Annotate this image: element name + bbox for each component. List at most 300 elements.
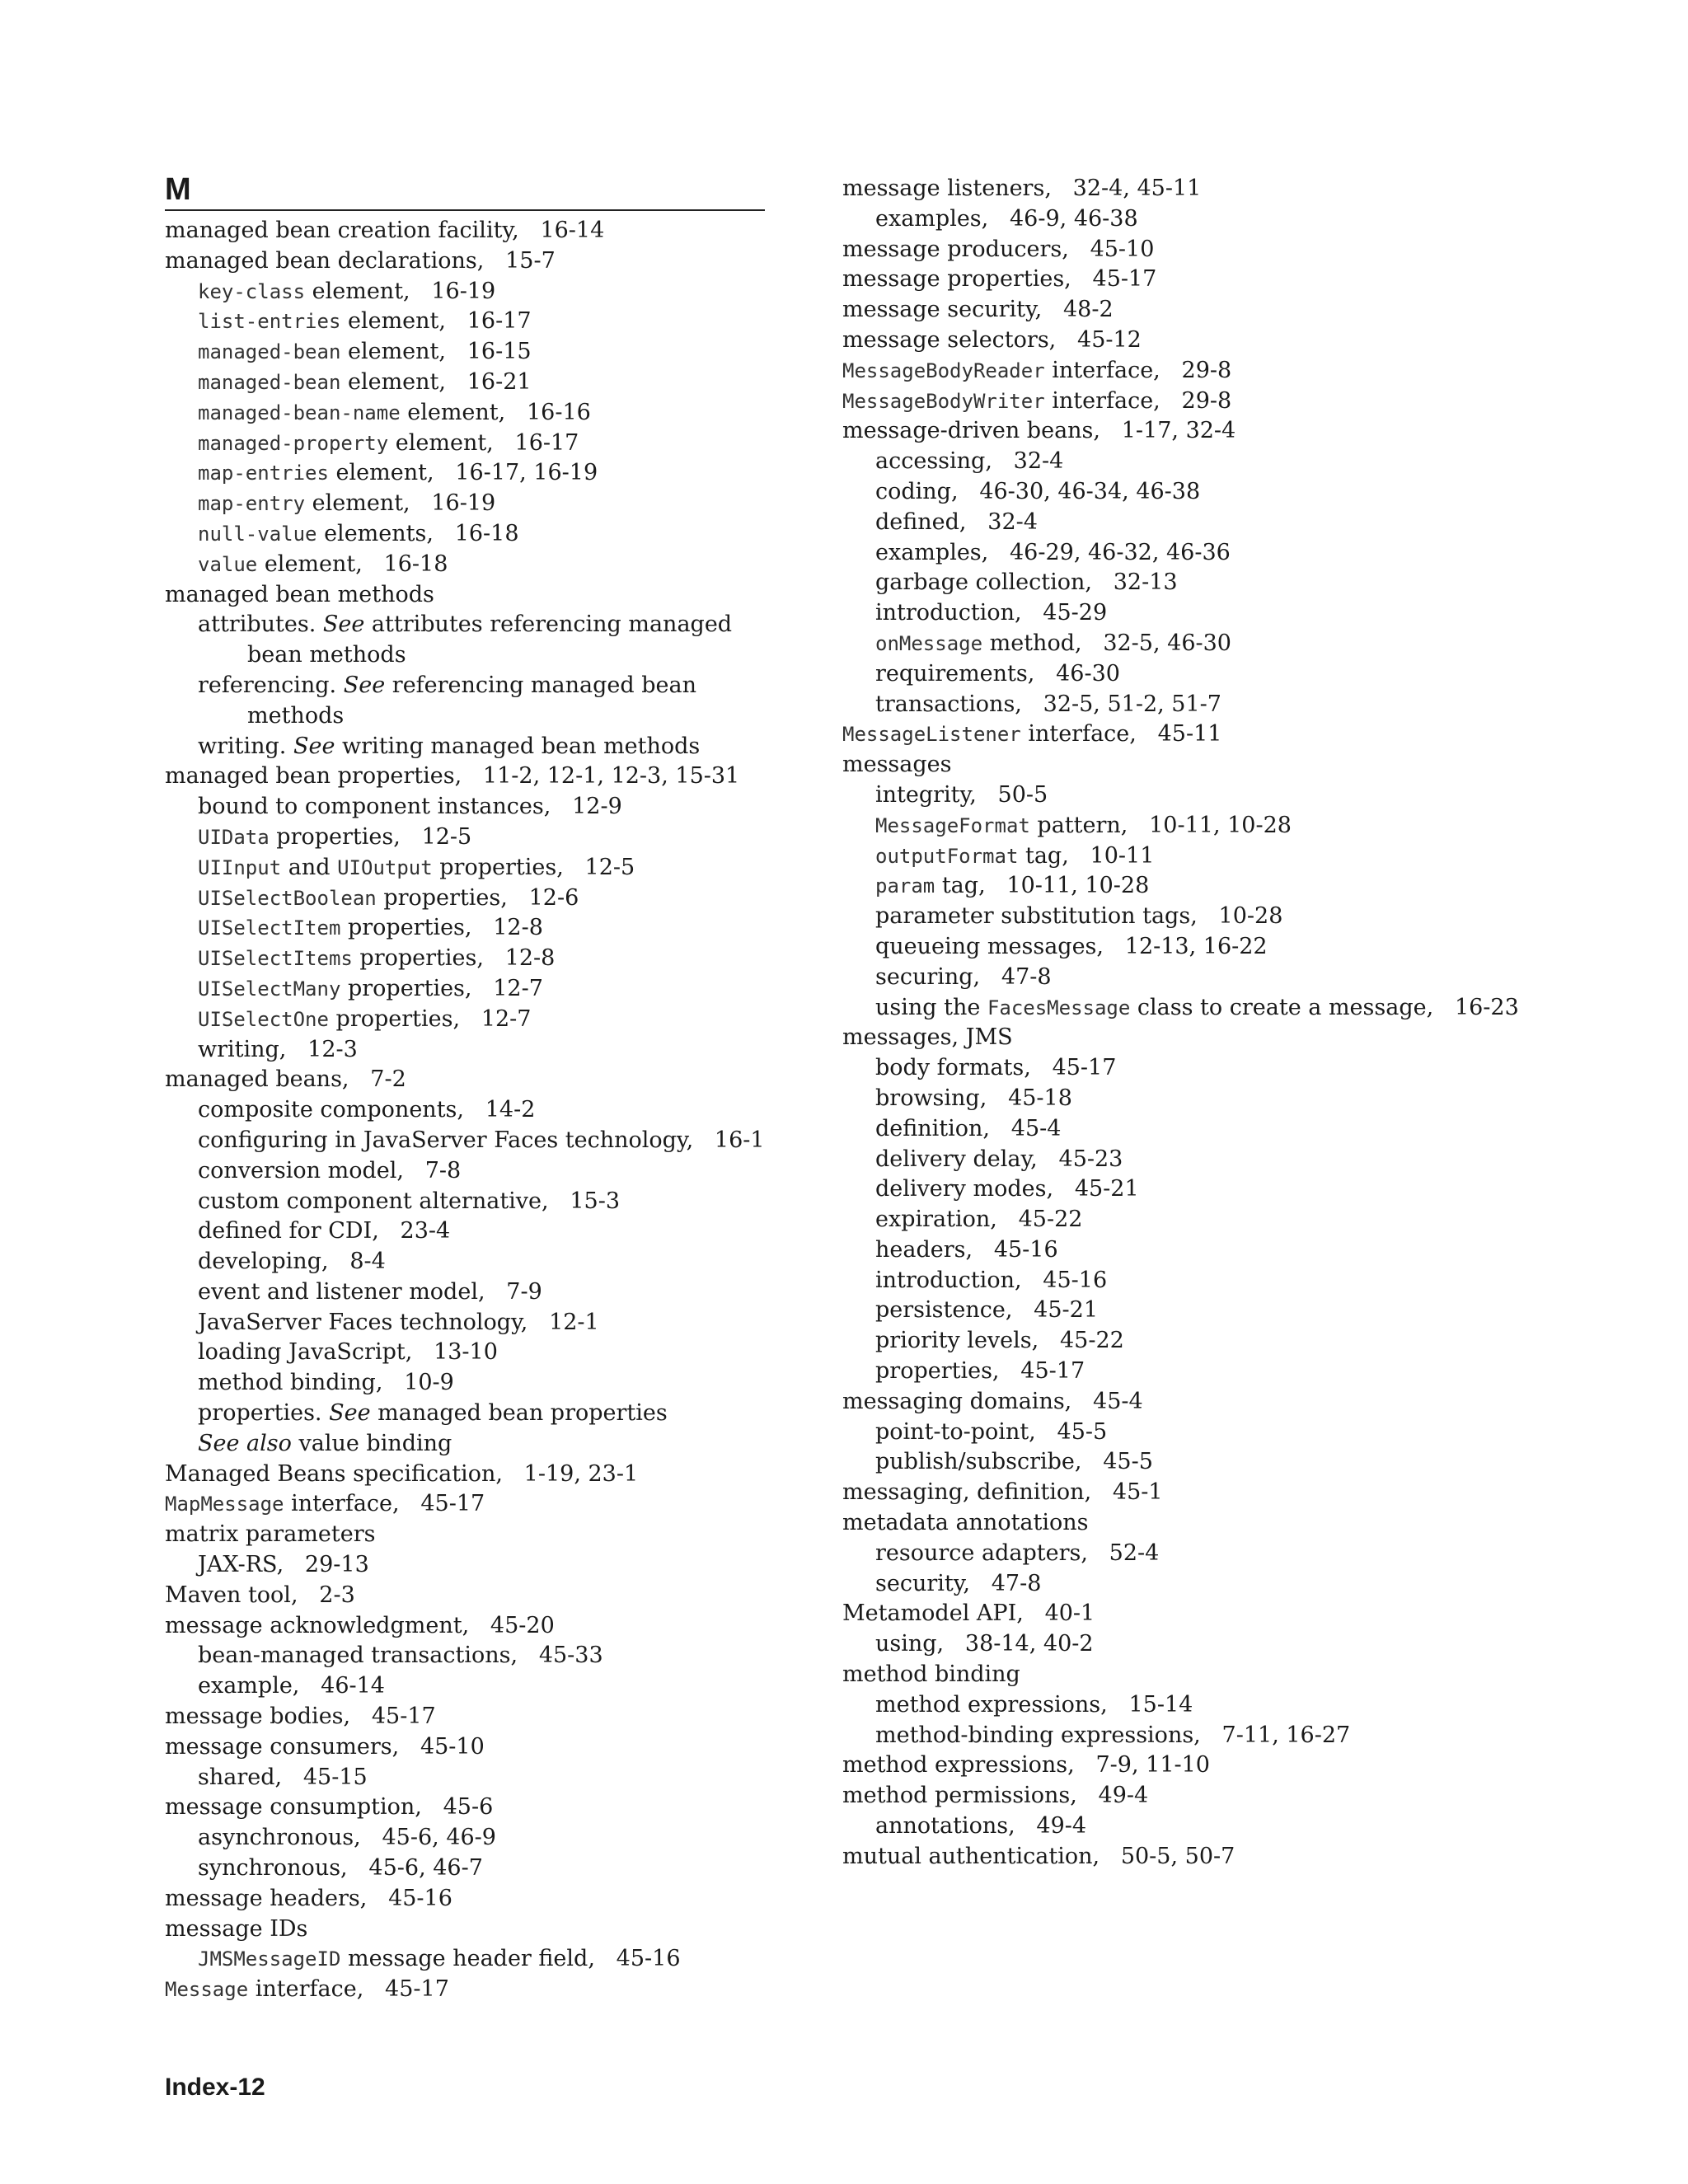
entry-page-refs: 45-22 xyxy=(1018,1207,1083,1233)
entry-page-refs: 45-6 xyxy=(443,1794,494,1821)
entry-term: definition, xyxy=(875,1115,991,1141)
entry-page-refs: 7-9 xyxy=(506,1278,542,1305)
index-entry xyxy=(165,913,767,944)
entry-spacer xyxy=(1056,327,1077,353)
entry-term: element, xyxy=(340,339,446,365)
entry-term: class to create a message, xyxy=(1130,994,1434,1020)
index-entry xyxy=(842,1357,1584,1387)
entry-spacer xyxy=(350,1704,372,1729)
index-entry xyxy=(842,1266,1584,1296)
entry-spacer xyxy=(446,369,467,395)
entry-term: properties, xyxy=(352,945,484,972)
index-entry xyxy=(842,1084,1584,1114)
index-entry xyxy=(165,277,767,307)
index-entry xyxy=(842,659,1584,690)
entry-page-refs: 50-5, 50-7 xyxy=(1120,1843,1236,1869)
index-entry xyxy=(842,1781,1584,1811)
entry-spacer xyxy=(1034,661,1056,687)
index-entry xyxy=(842,1114,1584,1145)
entry-page-refs: 45-22 xyxy=(1059,1328,1124,1354)
index-entry xyxy=(842,356,1584,387)
entry-page-refs: 10-11 xyxy=(1090,842,1155,869)
entry-term: defined for CDI, xyxy=(198,1218,379,1244)
entry-page-refs: 10-9 xyxy=(404,1370,454,1396)
index-entry xyxy=(165,671,767,732)
entry-term: browsing, xyxy=(875,1085,987,1111)
entry-term: matrix parameters xyxy=(165,1521,376,1548)
entry-term: using, xyxy=(875,1631,945,1657)
entry-term: event and listener model, xyxy=(198,1278,485,1305)
entry-term: introduction, xyxy=(875,1267,1022,1293)
entry-page-refs: 45-17 xyxy=(1020,1358,1085,1385)
entry-code-term: UIData xyxy=(198,825,270,849)
entry-term: method expressions, xyxy=(875,1691,1108,1718)
entry-spacer xyxy=(404,1158,425,1183)
entry-term: messaging domains, xyxy=(842,1388,1072,1414)
entry-page-refs: 45-6, 46-9 xyxy=(382,1825,496,1851)
entry-term: and xyxy=(281,854,338,880)
entry-page-refs: 32-5, 46-30 xyxy=(1103,630,1231,656)
index-entry xyxy=(165,944,767,974)
entry-page-refs: 16-17, 16-19 xyxy=(455,460,598,486)
index-entry xyxy=(165,1671,767,1702)
entry-spacer xyxy=(1433,995,1455,1020)
index-entry xyxy=(165,1399,767,1429)
entry-spacer xyxy=(464,1097,485,1122)
entry-spacer xyxy=(1022,1268,1043,1293)
entry-spacer xyxy=(379,1218,401,1244)
entry-page-refs: 32-13 xyxy=(1113,569,1178,596)
entry-term: writing. xyxy=(198,733,293,759)
entry-code-term: list-entries xyxy=(198,310,341,334)
entry-spacer xyxy=(472,915,494,940)
entry-term: loading JavaScript, xyxy=(198,1339,413,1366)
entry-spacer xyxy=(986,873,1007,898)
entry-page-refs: 45-21 xyxy=(1034,1297,1099,1324)
entry-page-refs: 15-3 xyxy=(570,1188,621,1214)
index-entry xyxy=(842,719,1584,750)
index-entry xyxy=(842,1326,1584,1357)
entry-spacer xyxy=(549,1188,570,1214)
entry-code-term: key-class xyxy=(198,279,306,303)
entry-code-term: param xyxy=(875,874,935,898)
entry-spacer xyxy=(988,206,1010,232)
index-entry xyxy=(842,871,1584,902)
index-entry xyxy=(165,1277,767,1308)
entry-spacer xyxy=(1039,1328,1060,1353)
entry-term: shared, xyxy=(198,1764,283,1790)
index-entry xyxy=(165,519,767,550)
index-entry xyxy=(842,1447,1584,1478)
entry-spacer xyxy=(446,339,467,364)
index-entry xyxy=(842,447,1584,477)
index-entry xyxy=(842,1387,1584,1418)
entry-term: Managed Beans specification, xyxy=(165,1460,503,1487)
index-entry xyxy=(842,1053,1584,1084)
index-entry xyxy=(842,780,1584,811)
entry-spacer xyxy=(1071,266,1093,292)
index-entry xyxy=(842,1811,1584,1842)
index-entry xyxy=(842,295,1584,326)
entry-term: custom component alternative, xyxy=(198,1188,549,1214)
index-entry xyxy=(165,1035,767,1066)
entry-see-target: writing managed bean methods xyxy=(335,733,701,759)
entry-page-refs: 16-19 xyxy=(431,278,496,304)
entry-term: method, xyxy=(982,630,1082,656)
index-entry xyxy=(165,429,767,459)
entry-code-term: managed-bean xyxy=(198,340,341,364)
index-entry xyxy=(165,1944,767,1975)
entry-term: JavaServer Faces technology, xyxy=(198,1309,528,1335)
entry-term: message selectors, xyxy=(842,326,1057,353)
index-entry xyxy=(842,1539,1584,1569)
entry-term: managed bean creation facility, xyxy=(165,218,519,243)
entry-spacer xyxy=(1128,813,1149,838)
index-entry xyxy=(842,1599,1584,1629)
entry-spacer xyxy=(460,1006,481,1032)
entry-see-reference: See xyxy=(293,733,335,759)
entry-term: tag, xyxy=(935,873,986,899)
entry-code-term: UISelectItem xyxy=(198,916,341,940)
entry-page-refs: 16-23 xyxy=(1454,994,1519,1020)
entry-spacer xyxy=(970,1571,992,1596)
entry-page-refs: 16-16 xyxy=(526,399,591,425)
entry-page-refs: 49-4 xyxy=(1036,1813,1087,1840)
entry-spacer xyxy=(1091,1479,1113,1505)
entry-spacer xyxy=(944,1631,965,1657)
index-entry xyxy=(165,1338,767,1368)
entry-spacer xyxy=(1038,1146,1059,1172)
entry-page-refs: 7-8 xyxy=(424,1157,462,1183)
entry-page-refs: 16-17 xyxy=(514,429,579,456)
entry-code-term: managed-bean xyxy=(198,370,341,394)
entry-term: JAX-RS, xyxy=(198,1552,284,1578)
index-entry xyxy=(842,1205,1584,1235)
entry-term: examples, xyxy=(875,205,989,232)
entry-term: conversion model, xyxy=(198,1157,404,1183)
entry-page-refs: 23-4 xyxy=(400,1218,451,1244)
entry-spacer xyxy=(1198,903,1219,929)
entry-page-refs: 46-30, 46-34, 46-38 xyxy=(979,478,1201,504)
entry-page-refs: 10-11, 10-28 xyxy=(1149,812,1292,838)
index-entry xyxy=(165,1732,767,1763)
entry-spacer xyxy=(595,1946,617,1971)
entry-term: properties. xyxy=(198,1400,330,1427)
index-entry xyxy=(842,1842,1584,1872)
entry-spacer xyxy=(1104,934,1125,959)
entry-term: expiration, xyxy=(875,1207,997,1233)
entry-term: managed bean methods xyxy=(165,581,434,607)
entry-page-refs: 16-19 xyxy=(431,490,496,517)
entry-spacer xyxy=(1042,297,1063,322)
index-entry xyxy=(842,1750,1584,1781)
entry-spacer xyxy=(997,1207,1019,1232)
entry-term: coding, xyxy=(875,478,959,504)
entry-page-refs: 16-17 xyxy=(467,308,532,335)
entry-spacer xyxy=(1024,1601,1045,1626)
entry-spacer xyxy=(1036,1419,1057,1445)
entry-spacer xyxy=(1082,630,1104,656)
entry-page-refs: 12-5 xyxy=(584,854,635,880)
entry-spacer xyxy=(282,1765,303,1790)
entry-page-refs: 16-18 xyxy=(454,520,519,546)
entry-spacer xyxy=(298,1582,320,1608)
entry-page-refs: 12-3 xyxy=(307,1036,358,1062)
entry-spacer xyxy=(1160,388,1182,414)
entry-page-refs: 12-13, 16-22 xyxy=(1124,933,1268,959)
entry-page-refs: 10-28 xyxy=(1218,903,1283,930)
entry-spacer xyxy=(1022,600,1043,626)
index-entry xyxy=(842,629,1584,659)
entry-code-term: UISelectMany xyxy=(198,977,341,1001)
entry-term: interface, xyxy=(1044,387,1160,414)
entry-page-refs: 45-17 xyxy=(385,1976,449,2003)
entry-spacer xyxy=(503,1461,524,1487)
index-column-left xyxy=(165,171,767,2005)
entry-code-term: map-entries xyxy=(198,462,329,485)
index-entry xyxy=(842,993,1584,1024)
entry-spacer xyxy=(363,1976,385,2002)
index-entry xyxy=(165,1823,767,1854)
index-entry xyxy=(165,1915,767,1945)
entry-spacer xyxy=(988,540,1010,565)
entry-term: examples, xyxy=(875,539,989,565)
entry-code-term: MessageBodyReader xyxy=(842,359,1045,382)
entry-page-refs: 1-19, 23-1 xyxy=(523,1460,639,1487)
entry-term: accessing, xyxy=(875,448,992,475)
entry-term: message header field, xyxy=(340,1946,595,1972)
index-entry xyxy=(842,1569,1584,1600)
entry-page-refs: 14-2 xyxy=(485,1097,536,1123)
index-entry xyxy=(165,1065,767,1095)
entry-term: bean-managed transactions, xyxy=(198,1643,518,1669)
index-entry xyxy=(165,853,767,883)
entry-term: introduction, xyxy=(875,600,1022,626)
entry-spacer xyxy=(973,1237,994,1263)
entry-term: annotations, xyxy=(875,1813,1015,1840)
index-entry xyxy=(842,1629,1584,1660)
entry-page-refs: 45-16 xyxy=(993,1236,1058,1263)
entry-term: integrity, xyxy=(875,781,977,808)
index-entry xyxy=(842,963,1584,993)
entry-term: attributes. xyxy=(198,612,323,638)
entry-term: element, xyxy=(388,429,494,456)
entry-term: managed bean declarations, xyxy=(165,247,485,274)
index-entry xyxy=(842,326,1584,356)
section-rule xyxy=(165,209,765,211)
index-entry xyxy=(842,750,1584,780)
entry-term: defined, xyxy=(875,509,967,535)
entry-term: message security, xyxy=(842,297,1043,323)
entry-term: element, xyxy=(400,399,506,425)
index-entry xyxy=(842,690,1584,720)
entry-term: message consumers, xyxy=(165,1733,400,1760)
index-entry xyxy=(842,204,1584,235)
entry-page-refs: 13-10 xyxy=(434,1339,498,1366)
entry-spacer xyxy=(1092,569,1114,595)
index-entry xyxy=(842,174,1584,204)
entry-spacer xyxy=(401,824,422,850)
entry-term: properties, xyxy=(340,915,472,941)
entry-spacer xyxy=(990,1116,1011,1141)
entry-term: pattern, xyxy=(1029,812,1128,838)
entry-spacer xyxy=(1053,1176,1075,1202)
entry-page-refs: 16-21 xyxy=(467,368,532,395)
entry-page-refs: 45-16 xyxy=(388,1885,452,1911)
entry-term: Maven tool, xyxy=(165,1582,298,1608)
entry-see-target: referencing managed bean methods xyxy=(247,672,696,729)
entry-code-term: managed-bean-name xyxy=(198,401,401,424)
entry-term: headers, xyxy=(875,1236,973,1263)
entry-spacer xyxy=(1012,1297,1034,1323)
index-entry xyxy=(842,416,1584,447)
entry-term: properties, xyxy=(432,854,564,880)
entry-code-term: MapMessage xyxy=(165,1493,284,1516)
entry-spacer xyxy=(446,308,467,334)
index-entry xyxy=(165,1126,767,1156)
entry-code-term: FacesMessage xyxy=(987,996,1131,1019)
entry-page-refs: 11-2, 12-1, 12-3, 15-31 xyxy=(482,763,740,790)
entry-page-refs: 45-23 xyxy=(1058,1146,1123,1172)
entry-term: element, xyxy=(340,368,446,395)
entry-term: method binding xyxy=(842,1661,1020,1688)
entry-code-term: null-value xyxy=(198,522,317,546)
entry-spacer xyxy=(1015,1813,1037,1839)
entry-page-refs: 46-14 xyxy=(321,1673,385,1699)
entry-term: element, xyxy=(328,460,434,486)
entry-term: interface, xyxy=(284,1491,400,1517)
entry-spacer xyxy=(485,1279,507,1305)
index-entry xyxy=(165,883,767,914)
entry-term: properties, xyxy=(875,1358,1000,1385)
index-entry xyxy=(842,1418,1584,1448)
entry-page-refs: 32-4 xyxy=(987,509,1038,535)
entry-term: composite components, xyxy=(198,1097,464,1123)
entry-term: element, xyxy=(340,308,446,335)
entry-page-refs: 49-4 xyxy=(1098,1783,1149,1809)
entry-term: message acknowledgment, xyxy=(165,1612,470,1638)
index-entry xyxy=(842,1174,1584,1205)
entry-term: elements, xyxy=(316,520,434,546)
entry-term: method-binding expressions, xyxy=(875,1722,1201,1748)
entry-term: persistence, xyxy=(875,1297,1013,1324)
entry-page-refs: 15-7 xyxy=(505,247,556,274)
entry-page-refs: 12-6 xyxy=(528,884,579,911)
entry-spacer xyxy=(399,1734,420,1760)
entry-term: example, xyxy=(198,1673,300,1699)
entry-code-term: JMSMessageID xyxy=(198,1947,341,1971)
entry-spacer xyxy=(505,400,527,425)
entry-page-refs: 7-2 xyxy=(370,1066,406,1093)
entry-term: synchronous, xyxy=(198,1855,348,1882)
entry-spacer xyxy=(284,1552,305,1577)
index-entry xyxy=(165,1641,767,1671)
entry-page-refs: 50-5 xyxy=(997,781,1048,808)
entry-term: interface, xyxy=(248,1976,364,2003)
entry-term: configuring in JavaServer Faces technology, xyxy=(198,1127,694,1153)
entry-spacer xyxy=(1069,237,1090,262)
index-entry xyxy=(165,1368,767,1399)
entry-spacer xyxy=(977,782,998,808)
left-entry-list xyxy=(165,216,767,2005)
entry-page-refs: 45-5 xyxy=(1057,1418,1108,1445)
index-entry xyxy=(165,1884,767,1915)
entry-spacer xyxy=(329,1249,350,1274)
entry-term: Metamodel API, xyxy=(842,1601,1024,1627)
entry-term: point-to-point, xyxy=(875,1418,1036,1445)
entry-term: publish/subscribe, xyxy=(875,1449,1082,1475)
entry-page-refs: 45-1 xyxy=(1112,1479,1163,1506)
index-entry xyxy=(842,598,1584,629)
index-entry xyxy=(842,235,1584,265)
index-entry xyxy=(165,1095,767,1126)
entry-term: message consumption, xyxy=(165,1794,422,1821)
entry-term: writing, xyxy=(198,1036,287,1062)
entry-spacer xyxy=(1031,1055,1053,1080)
index-entry xyxy=(165,1156,767,1187)
index-entry xyxy=(842,1508,1584,1539)
entry-spacer xyxy=(1075,1752,1096,1778)
entry-page-refs: 46-29, 46-32, 46-36 xyxy=(1010,539,1231,565)
entry-page-refs: 45-10 xyxy=(420,1733,485,1760)
entry-term: message headers, xyxy=(165,1885,368,1911)
index-entry xyxy=(165,489,767,519)
entry-page-refs: 12-7 xyxy=(493,975,543,1001)
entry-code-term: UISelectBoolean xyxy=(198,886,377,910)
entry-term: developing, xyxy=(198,1249,329,1275)
entry-term: managed beans, xyxy=(165,1066,349,1093)
index-entry xyxy=(842,387,1584,417)
entry-page-refs: 47-8 xyxy=(1001,963,1052,990)
entry-term: resource adapters, xyxy=(875,1540,1088,1566)
entry-see-reference: See xyxy=(329,1400,371,1427)
entry-spacer xyxy=(363,551,384,577)
index-entry xyxy=(842,538,1584,569)
entry-page-refs: 48-2 xyxy=(1062,297,1114,323)
entry-page-refs: 45-16 xyxy=(1043,1267,1108,1293)
right-entry-list xyxy=(842,174,1584,1872)
entry-spacer xyxy=(1071,1389,1093,1414)
index-entry xyxy=(165,1975,767,2005)
entry-page-refs: 45-10 xyxy=(1090,236,1155,262)
entry-page-refs: 45-4 xyxy=(1093,1388,1143,1414)
entry-spacer xyxy=(1100,1844,1121,1869)
entry-spacer xyxy=(1088,1540,1109,1566)
entry-code-term: onMessage xyxy=(875,631,983,655)
entry-page-refs: 46-9, 46-38 xyxy=(1010,205,1138,232)
entry-spacer xyxy=(1052,176,1073,201)
entry-see-target: managed bean properties xyxy=(370,1400,668,1427)
entry-page-refs: 12-7 xyxy=(481,1005,532,1032)
entry-term: body formats, xyxy=(875,1055,1031,1081)
entry-term: method permissions, xyxy=(842,1783,1077,1809)
entry-term: delivery delay, xyxy=(875,1146,1038,1172)
index-entry xyxy=(165,1520,767,1550)
entry-page-refs: 10-11, 10-28 xyxy=(1006,873,1150,899)
entry-spacer xyxy=(1201,1722,1222,1748)
entry-page-refs: 12-8 xyxy=(504,945,556,972)
entry-page-refs: 45-17 xyxy=(371,1704,436,1730)
entry-spacer xyxy=(299,1673,321,1699)
entry-spacer xyxy=(349,1066,371,1092)
entry-page-refs: 16-18 xyxy=(383,551,448,577)
index-entry xyxy=(842,568,1584,598)
entry-spacer xyxy=(422,1794,443,1820)
entry-page-refs: 45-18 xyxy=(1008,1085,1072,1111)
entry-page-refs: 45-12 xyxy=(1077,326,1142,353)
index-entry xyxy=(842,841,1584,872)
entry-spacer xyxy=(1081,1449,1103,1474)
